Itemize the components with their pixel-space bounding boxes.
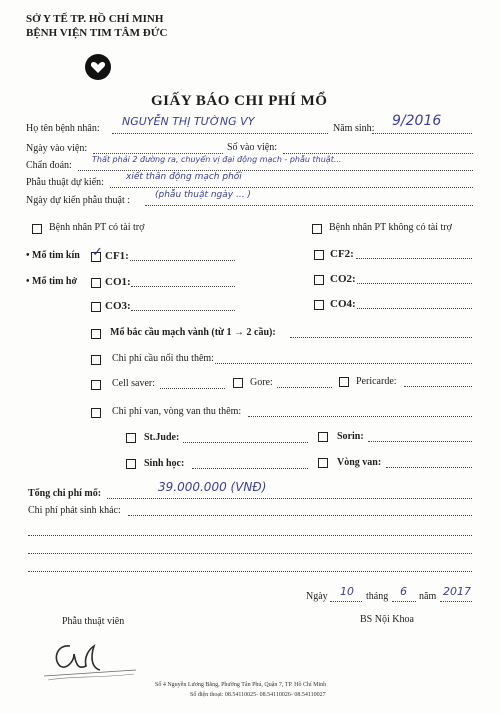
planned-surgery-label: Phẫu thuật dự kiến: bbox=[26, 177, 104, 188]
footer-phone: Số điện thoại: 08.54110025- 08.54110026- 08.54110027 bbox=[190, 692, 326, 698]
open-heart-text: Mổ tim hở bbox=[32, 276, 77, 287]
year-label: năm bbox=[419, 591, 437, 602]
valve-cost-label: Chi phí van, vòng van thu thêm: bbox=[112, 406, 242, 417]
cf2-checkbox[interactable] bbox=[314, 250, 324, 260]
month-value: 6 bbox=[400, 585, 407, 598]
planned-date-label: Ngày dự kiến phẫu thuật : bbox=[26, 195, 131, 206]
extra-line-1 bbox=[28, 535, 472, 536]
closed-heart-text: Mổ tim kín bbox=[32, 250, 80, 261]
extra-cost-label: Chi phí phát sinh khác: bbox=[28, 505, 121, 516]
total-value: 39.000.000 (VNĐ) bbox=[158, 480, 267, 494]
bio-label: Sinh học: bbox=[144, 458, 185, 469]
bridge-cost-label: Chi phí cầu nối thu thêm: bbox=[112, 353, 214, 364]
bridge-cost-checkbox[interactable] bbox=[91, 355, 101, 365]
co2-label: CO2: bbox=[330, 273, 356, 285]
st-jude-label: St.Jude: bbox=[144, 432, 180, 443]
cabg-checkbox[interactable] bbox=[91, 329, 101, 339]
co4-label: CO4: bbox=[330, 298, 356, 310]
open-heart-label: • Mổ tim hở bbox=[26, 276, 77, 287]
internist-label: BS Nội Khoa bbox=[360, 614, 414, 625]
surgeon-signature bbox=[40, 636, 150, 686]
sorin-label: Sorin: bbox=[337, 431, 364, 442]
not-sponsored-label: Bệnh nhân PT không có tài trợ bbox=[329, 222, 452, 233]
co2-checkbox[interactable] bbox=[314, 275, 324, 285]
extra-line-2 bbox=[28, 553, 472, 554]
diagnosis-label: Chẩn đoán: bbox=[26, 160, 72, 171]
year-value: 2017 bbox=[443, 585, 471, 598]
patient-name-value: NGUYỄN THỊ TƯỜNG VY bbox=[122, 115, 255, 128]
patient-name-label: Họ tên bệnh nhân: bbox=[26, 123, 100, 134]
footer-address: Số 4 Nguyễn Lương Bằng, Phường Tân Phú, Quận 7, TP. Hồ Chí Minh bbox=[155, 682, 327, 688]
sponsored-checkbox[interactable] bbox=[32, 224, 42, 234]
birth-year-value: 9/2016 bbox=[392, 113, 442, 129]
ring-checkbox[interactable] bbox=[318, 458, 328, 468]
valve-cost-checkbox[interactable] bbox=[91, 408, 101, 418]
co3-label: CO3: bbox=[105, 300, 131, 312]
ring-label: Vòng van: bbox=[337, 457, 382, 468]
hospital-logo bbox=[85, 54, 111, 80]
birth-year-label: Năm sinh: bbox=[333, 123, 375, 134]
st-jude-checkbox[interactable] bbox=[126, 433, 136, 443]
not-sponsored-checkbox[interactable] bbox=[312, 224, 322, 234]
pericarde-label: Pericarde: bbox=[356, 376, 397, 387]
co1-label: CO1: bbox=[105, 276, 131, 288]
cell-saver-label: Cell saver: bbox=[112, 378, 156, 389]
month-label: tháng bbox=[366, 591, 389, 602]
page-title: GIẤY BÁO CHI PHÍ MỔ bbox=[151, 93, 328, 109]
org-line-1: SỞ Y TẾ TP. HỒ CHÍ MINH bbox=[26, 13, 164, 25]
org-line-2: BỆNH VIỆN TIM TÂM ĐỨC bbox=[26, 27, 168, 39]
gore-checkbox[interactable] bbox=[233, 378, 243, 388]
cf1-checkmark: ✓ bbox=[92, 245, 103, 260]
admission-no-label: Số vào viện: bbox=[227, 142, 277, 153]
surgeon-label: Phẫu thuật viên bbox=[62, 616, 125, 627]
day-label: Ngày bbox=[306, 591, 328, 602]
closed-heart-label: • Mổ tim kín bbox=[26, 250, 80, 261]
total-label: Tổng chi phí mổ: bbox=[28, 488, 102, 499]
cf2-label: CF2: bbox=[330, 248, 354, 260]
co4-checkbox[interactable] bbox=[314, 300, 324, 310]
extra-line-3 bbox=[28, 571, 472, 572]
sorin-checkbox[interactable] bbox=[318, 432, 328, 442]
planned-date-value: (phẫu thuật ngày ... ) bbox=[155, 190, 251, 200]
cf1-label: CF1: bbox=[105, 250, 129, 262]
co3-checkbox[interactable] bbox=[91, 302, 101, 312]
bio-checkbox[interactable] bbox=[126, 459, 136, 469]
admission-date-label: Ngày vào viện: bbox=[26, 143, 88, 154]
sponsored-label: Bệnh nhân PT có tài trợ bbox=[49, 222, 145, 233]
pericarde-checkbox[interactable] bbox=[339, 377, 349, 387]
cell-saver-checkbox[interactable] bbox=[91, 380, 101, 390]
cabg-label: Mổ bắc cầu mạch vành (từ 1 → 2 cầu): bbox=[110, 327, 276, 338]
diagnosis-value: Thất phải 2 đường ra, chuyển vị đại động mạch - phẫu thuật... bbox=[92, 155, 342, 164]
co1-checkbox[interactable] bbox=[91, 278, 101, 288]
day-value: 10 bbox=[340, 585, 354, 598]
gore-label: Gore: bbox=[250, 377, 273, 388]
heart-icon bbox=[85, 54, 111, 80]
planned-surgery-value: xiết thân động mạch phổi bbox=[126, 172, 242, 182]
